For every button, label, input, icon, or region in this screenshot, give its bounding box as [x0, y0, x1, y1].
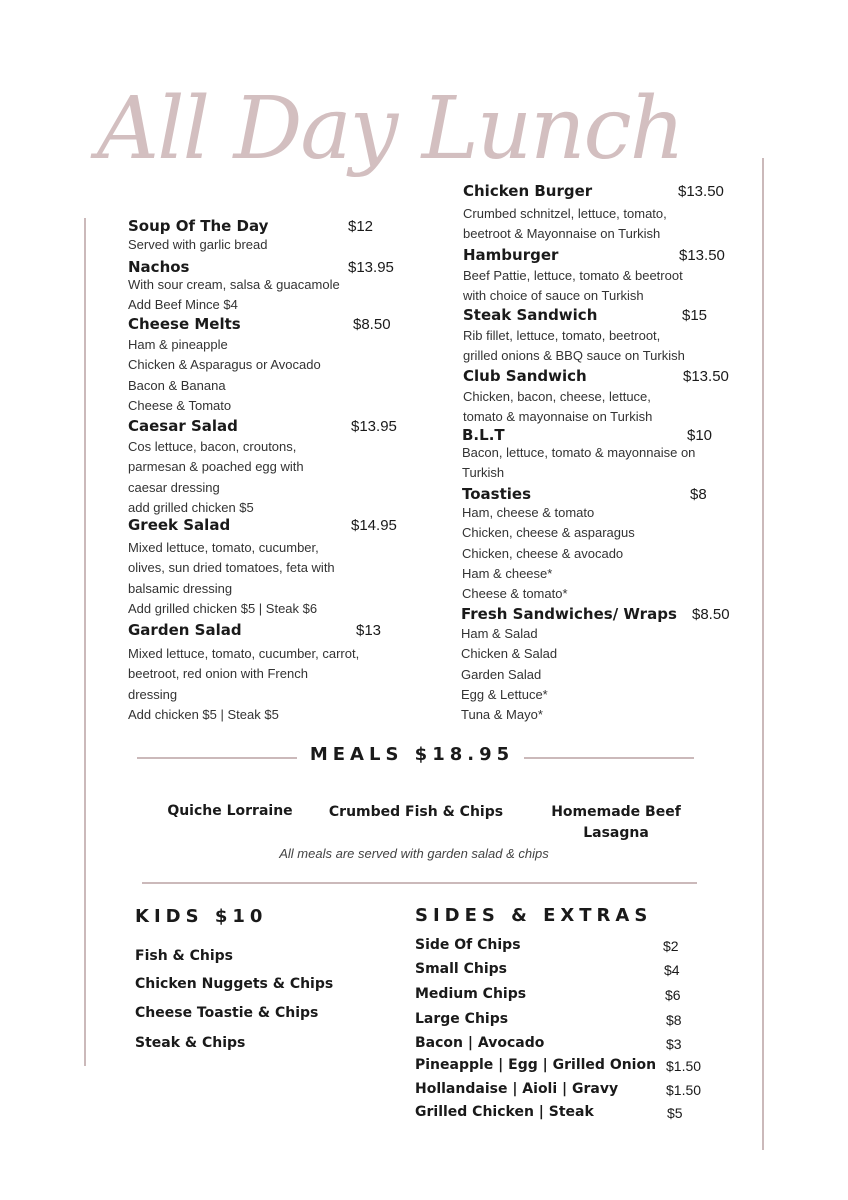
menu-item-description: Egg & Lettuce*: [461, 686, 548, 702]
sides-item-price: $1.50: [666, 1058, 702, 1074]
menu-item-description: Ham & pineapple: [128, 337, 228, 352]
menu-item-description: caesar dressing: [128, 479, 220, 495]
sides-item-price: $1.50: [666, 1082, 702, 1098]
menu-item-description: with choice of sauce on Turkish: [463, 288, 644, 304]
menu-item-description: Ham & Salad: [461, 626, 538, 641]
sides-item-name: Small Chips: [415, 961, 507, 977]
menu-item-name: Garden Salad: [128, 621, 242, 639]
left-divider: [84, 218, 86, 1066]
menu-item-price: $8: [690, 486, 707, 503]
sides-heading: SIDES & EXTRAS: [415, 905, 653, 926]
menu-item-description: Ham & cheese*: [462, 565, 553, 581]
kids-heading: KIDS $10: [135, 906, 268, 927]
menu-item-description: balsamic dressing: [128, 580, 233, 596]
menu-item-description: Chicken & Asparagus or Avocado: [128, 357, 321, 373]
sides-item-name: Grilled Chicken | Steak: [415, 1104, 594, 1120]
menu-item-description: Bacon, lettuce, tomato & mayonnaise on: [462, 445, 696, 460]
sides-item-name: Pineapple | Egg | Grilled Onion: [415, 1057, 657, 1073]
menu-item-description: Chicken, cheese & avocado: [462, 545, 624, 561]
menu-item-price: $13.50: [683, 368, 729, 385]
menu-item-price: $8.50: [692, 606, 730, 623]
menu-item-name: Toasties: [462, 485, 532, 503]
meals-heading: MEALS $18.95: [309, 744, 515, 765]
menu-item-price: $15: [682, 307, 708, 324]
menu-title: [92, 40, 684, 190]
menu-item-description: Rib fillet, lettuce, tomato, beetroot,: [463, 328, 661, 343]
menu-item-name: Club Sandwich: [463, 367, 587, 385]
menu-item-name: Hamburger: [463, 246, 559, 264]
sides-item-price: $2: [663, 938, 679, 954]
menu-title-text: All Day Lunch: [97, 79, 684, 179]
sides-item-price: $5: [667, 1105, 683, 1121]
menu-item-description: With sour cream, salsa & guacamole: [128, 277, 340, 292]
sides-item-name: Medium Chips: [415, 986, 527, 1002]
kids-item: Steak & Chips: [135, 1035, 246, 1051]
meal-item: Homemade Beef Lasagna: [551, 804, 681, 841]
menu-item-name: Nachos: [128, 258, 190, 276]
menu-item-description: dressing: [128, 686, 178, 702]
sides-item-price: $8: [666, 1012, 682, 1028]
menu-item-price: $13.95: [348, 259, 394, 276]
sides-item-name: Bacon | Avocado: [415, 1035, 545, 1051]
menu-item-description: Cheese & Tomato: [128, 397, 232, 413]
menu-item-description: grilled onions & BBQ sauce on Turkish: [463, 348, 685, 364]
kids-item: Fish & Chips: [135, 948, 234, 964]
menu-item-price: $13.95: [351, 418, 397, 435]
menu-item-price: $13: [356, 622, 382, 639]
menu-item-name: Greek Salad: [128, 516, 231, 534]
menu-item-price: $12: [348, 218, 374, 235]
meals-rule-left: [137, 757, 297, 759]
menu-item-description: Beef Pattie, lettuce, tomato & beetroot: [463, 268, 683, 283]
menu-item-description: Mixed lettuce, tomato, cucumber,: [128, 540, 319, 555]
menu-item-name: Caesar Salad: [128, 417, 238, 435]
menu-item-price: $13.50: [678, 183, 724, 200]
kids-item: Chicken Nuggets & Chips: [135, 976, 334, 992]
menu-item-price: $13.50: [679, 247, 725, 264]
menu-item-description: parmesan & poached egg with: [128, 459, 304, 475]
menu-item-description: add grilled chicken $5: [128, 499, 254, 515]
sides-item-price: $6: [665, 987, 681, 1003]
menu-item-description: tomato & mayonnaise on Turkish: [463, 409, 653, 425]
kids-item: Cheese Toastie & Chips: [135, 1005, 319, 1021]
sides-item-name: Large Chips: [415, 1011, 509, 1027]
menu-item-description: Bacon & Banana: [128, 377, 226, 393]
menu-item-description: Ham, cheese & tomato: [462, 505, 595, 520]
menu-item-description: Crumbed schnitzel, lettuce, tomato,: [463, 206, 667, 221]
menu-item-description: Served with garlic bread: [128, 237, 268, 252]
menu-item-name: B.L.T: [462, 426, 505, 444]
menu-item-price: $10: [687, 427, 713, 444]
menu-item-description: beetroot, red onion with French: [128, 666, 308, 682]
menu-item-description: Add chicken $5 | Steak $5: [128, 706, 279, 722]
meal-item: Crumbed Fish & Chips: [328, 804, 504, 820]
menu-item-description: Chicken, cheese & asparagus: [462, 525, 635, 541]
menu-item-description: beetroot & Mayonnaise on Turkish: [463, 226, 661, 242]
menu-item-description: Turkish: [462, 465, 505, 481]
menu-item-description: olives, sun dried tomatoes, feta with: [128, 560, 335, 576]
right-divider: [762, 158, 764, 1150]
meal-item: Quiche Lorraine: [167, 803, 293, 819]
menu-item-description: Add grilled chicken $5 | Steak $6: [128, 600, 318, 616]
menu-item-name: Steak Sandwich: [463, 306, 598, 324]
meals-note: All meals are served with garden salad & chips: [279, 846, 549, 861]
sides-item-name: Side Of Chips: [415, 937, 521, 953]
menu-item-description: Cos lettuce, bacon, croutons,: [128, 439, 297, 454]
menu-item-name: Chicken Burger: [463, 182, 593, 200]
menu-item-description: Garden Salad: [461, 666, 542, 682]
sides-item-name: Hollandaise | Aioli | Gravy: [415, 1081, 619, 1097]
menu-item-name: Fresh Sandwiches/ Wraps: [461, 605, 677, 623]
menu-item-name: Cheese Melts: [128, 315, 241, 333]
menu-item-name: Soup Of The Day: [128, 217, 269, 235]
menu-item-price: $8.50: [353, 316, 391, 333]
menu-item-description: Cheese & tomato*: [462, 586, 568, 602]
meals-rule-right: [524, 757, 694, 759]
menu-item-description: Chicken, bacon, cheese, lettuce,: [463, 389, 651, 404]
sides-item-price: $3: [666, 1036, 682, 1052]
meals-bottom-rule: [142, 882, 697, 884]
menu-item-price: $14.95: [351, 517, 397, 534]
menu-item-description: Add Beef Mince $4: [128, 297, 238, 313]
sides-item-price: $4: [664, 962, 680, 978]
menu-item-description: Chicken & Salad: [461, 646, 558, 662]
menu-item-description: Mixed lettuce, tomato, cucumber, carrot,: [128, 646, 360, 661]
menu-item-description: Tuna & Mayo*: [461, 707, 543, 723]
